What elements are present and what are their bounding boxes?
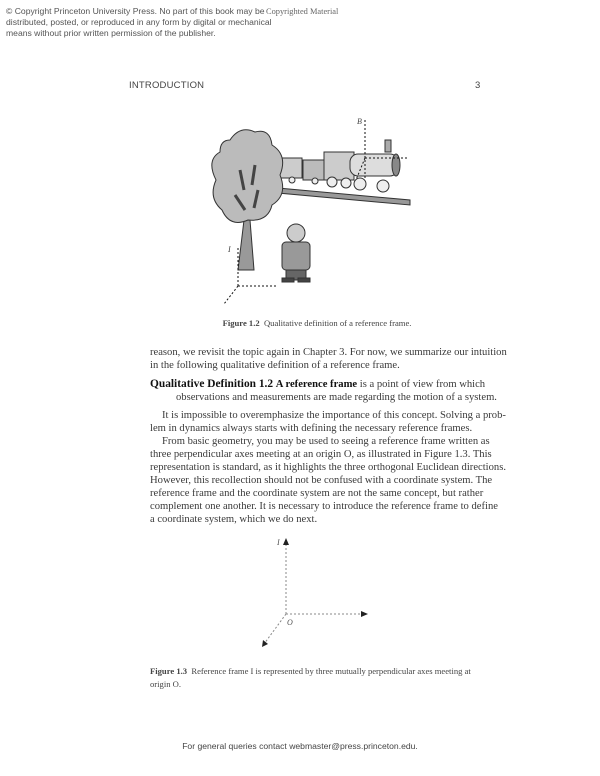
frame-label-i: I <box>277 538 280 547</box>
definition-line-1 <box>150 378 486 391</box>
running-head: INTRODUCTION <box>129 80 205 91</box>
copyrighted-material-stamp: Copyrighted Material <box>266 7 339 16</box>
tree-illustration <box>212 130 283 270</box>
arrowhead-icon <box>361 611 368 617</box>
frame-label-i: I <box>228 245 231 254</box>
train-illustration <box>278 140 410 205</box>
definition-heading: Qualitative Definition 1.2 <box>150 378 274 390</box>
definition-text: is a point of view from which <box>359 379 486 390</box>
notice-line: © Copyright Princeton University Press. No part of this book may be <box>6 6 265 16</box>
copyright-notice <box>6 6 272 39</box>
figure-1-3-caption <box>150 665 481 691</box>
figure-1-3-axes <box>250 530 390 660</box>
frame-label-b: B <box>357 117 362 126</box>
body-line: lem in dynamics always starts with defining the necessary reference frames. <box>150 423 473 434</box>
definition-line-2: observations and measurements are made regarding the motion of a system. <box>176 392 497 403</box>
caption-label: Figure 1.3 <box>150 666 188 676</box>
notice-line: distributed, posted, or reproduced in any form by digital or mechanical <box>6 17 272 27</box>
body-line: reason, we revisit the topic again in Chapter 3. For now, we summarize our intuition <box>150 347 507 358</box>
caption-text: Qualitative definition of a reference frame. <box>263 318 412 328</box>
body-line: From basic geometry, you may be used to seeing a reference frame written as <box>162 436 490 447</box>
notice-line: means without prior written permission of the publisher. <box>6 28 216 38</box>
body-line: reference frame and the coordinate system are not the same concept, but rather <box>150 488 484 499</box>
figure-1-2-illustration <box>200 110 420 310</box>
figure-1-2-caption <box>0 318 600 328</box>
person-illustration <box>282 224 310 282</box>
arrowhead-icon <box>262 640 268 647</box>
body-line: representation is standard, as it highlights the three orthogonal Euclidean directions. <box>150 462 506 473</box>
caption-label: Figure 1.2 <box>222 318 260 328</box>
page-number: 3 <box>475 80 481 91</box>
axis-diagonal <box>264 614 286 644</box>
body-line: It is impossible to overemphasize the importance of this concept. Solving a prob- <box>162 410 506 421</box>
footer-contact: For general queries contact webmaster@press.princeton.edu. <box>182 741 418 751</box>
arrowhead-icon <box>283 538 289 545</box>
body-line: However, this recollection should not be confused with a coordinate system. The <box>150 475 493 486</box>
caption-text: Reference frame I is represented by three mutually perpendicular axes meeting at <box>191 666 471 676</box>
body-line: in the following qualitative definition of a reference frame. <box>150 360 400 371</box>
body-line: a coordinate system, which we do next. <box>150 514 318 525</box>
origin-label: O <box>287 618 293 627</box>
body-line: three perpendicular axes meeting at an origin O, as illustrated in Figure 1.3. This <box>150 449 492 460</box>
definition-term: A reference frame <box>275 379 358 390</box>
body-line: complement one another. It is necessary to introduce the reference frame to define <box>150 501 498 512</box>
caption-text: origin O. <box>150 679 182 689</box>
